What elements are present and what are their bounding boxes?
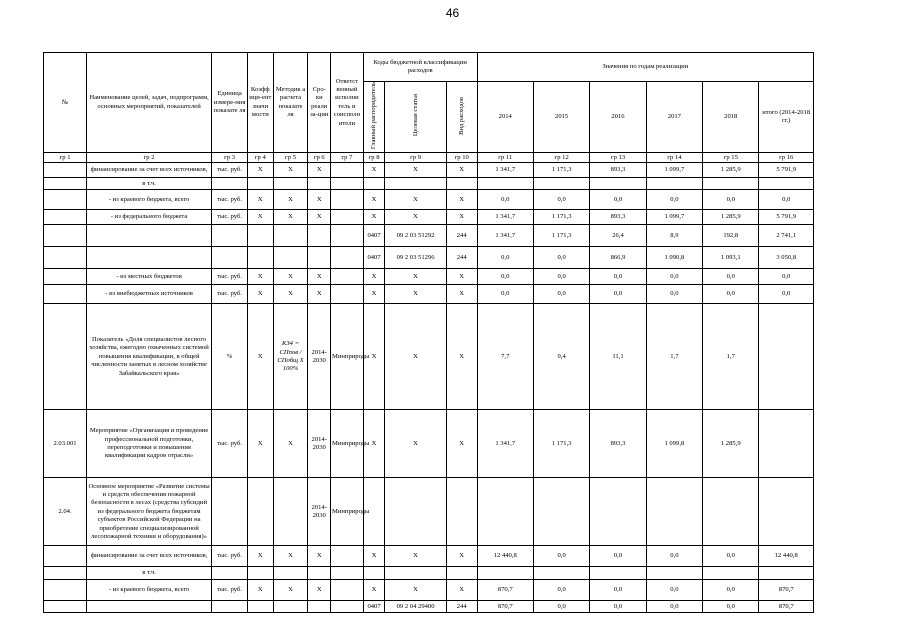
val-2015: 0,0: [533, 247, 589, 269]
row-code-vr: X: [446, 285, 477, 304]
table-row: [44, 567, 814, 580]
row-code-vr: X: [446, 269, 477, 285]
val-2014: [477, 178, 533, 190]
row-unit: [212, 601, 248, 613]
row-name: финансирование за счет всех источников,: [87, 546, 212, 567]
row-resp: [331, 601, 364, 613]
val-2017: 0,0: [646, 580, 702, 601]
val-2016: 0,0: [590, 269, 646, 285]
row-coef: X: [247, 285, 273, 304]
val-2015: 0,0: [533, 580, 589, 601]
row-terms: 2014-2030: [308, 304, 331, 410]
row-code-gr: [363, 567, 385, 580]
val-2017: 1 099,7: [646, 210, 702, 225]
row-num: [44, 546, 87, 567]
row-name: - из краевого бюджета, всего: [87, 190, 212, 210]
row-code-vr: X: [446, 304, 477, 410]
table-row: [44, 285, 814, 304]
row-code-cs: 09 2 03 51296: [385, 247, 447, 269]
val-2016: [590, 478, 646, 546]
val-2017: 1,7: [646, 304, 702, 410]
row-terms: [308, 601, 331, 613]
row-terms: X: [308, 285, 331, 304]
row-name: [87, 225, 212, 247]
row-code-gr: X: [363, 190, 385, 210]
row-unit: тыс. руб.: [212, 580, 248, 601]
header-code-cs: Целевая статья: [385, 82, 447, 153]
val-total: 3 050,8: [759, 247, 814, 269]
row-method: [273, 178, 308, 190]
row-code-gr: X: [363, 163, 385, 178]
row-name: - из внебюджетных источников: [87, 285, 212, 304]
row-num: [44, 210, 87, 225]
column-number: гр 9: [385, 153, 447, 163]
val-total: [759, 478, 814, 546]
row-method: [273, 247, 308, 269]
row-code-vr: [446, 178, 477, 190]
val-2014: [477, 567, 533, 580]
val-2015: 1 171,3: [533, 163, 589, 178]
row-terms: [308, 567, 331, 580]
row-terms: [308, 247, 331, 269]
val-2014: 0,0: [477, 285, 533, 304]
row-code-gr: 0407: [363, 225, 385, 247]
row-coef: X: [247, 410, 273, 478]
val-2018: 0,0: [703, 601, 759, 613]
val-2014: 1 341,7: [477, 210, 533, 225]
row-resp: [331, 247, 364, 269]
val-2015: [533, 178, 589, 190]
row-terms: [308, 178, 331, 190]
row-num: [44, 304, 87, 410]
row-code-vr: 244: [446, 247, 477, 269]
val-2014: 870,7: [477, 580, 533, 601]
row-num: [44, 225, 87, 247]
val-2016: 0,0: [590, 580, 646, 601]
val-2017: 8,9: [646, 225, 702, 247]
row-num: [44, 178, 87, 190]
row-terms: [308, 225, 331, 247]
val-total: [759, 178, 814, 190]
row-code-cs: [385, 567, 447, 580]
row-coef: X: [247, 163, 273, 178]
row-code-gr: X: [363, 285, 385, 304]
table-row: [44, 478, 814, 546]
val-2017: 1 099,8: [646, 410, 702, 478]
val-2016: 11,1: [590, 304, 646, 410]
header-values-by-year: Значения по годам реализации: [477, 53, 813, 82]
val-2014: 1 341,7: [477, 410, 533, 478]
row-code-cs: X: [385, 285, 447, 304]
row-unit: тыс. руб.: [212, 410, 248, 478]
val-2018: 1,7: [703, 304, 759, 410]
val-2018: 0,0: [703, 580, 759, 601]
row-num: [44, 580, 87, 601]
column-number: гр 10: [446, 153, 477, 163]
row-unit: %: [212, 304, 248, 410]
row-coef: X: [247, 546, 273, 567]
val-2016: 0,0: [590, 190, 646, 210]
row-unit: [212, 567, 248, 580]
row-coef: X: [247, 190, 273, 210]
val-total: 870,7: [759, 601, 814, 613]
table-row: [44, 163, 814, 178]
row-code-vr: X: [446, 190, 477, 210]
row-name: [87, 247, 212, 269]
row-unit: тыс. руб.: [212, 163, 248, 178]
row-code-vr: X: [446, 210, 477, 225]
val-2015: 1 171,3: [533, 410, 589, 478]
val-2018: 0,0: [703, 546, 759, 567]
row-code-cs: [385, 178, 447, 190]
val-2015: 0,0: [533, 285, 589, 304]
row-code-gr: X: [363, 580, 385, 601]
val-2018: 1 285,9: [703, 163, 759, 178]
row-code-cs: X: [385, 304, 447, 410]
val-2015: 9,4: [533, 304, 589, 410]
column-number: гр 14: [646, 153, 702, 163]
header-unit: Единица измере-ния показате ля: [212, 53, 248, 153]
row-code-cs: X: [385, 269, 447, 285]
header-responsible: Ответст венный исполни тель и соисполн ители: [331, 53, 364, 153]
row-resp: [331, 567, 364, 580]
row-name: в т.ч.: [87, 567, 212, 580]
column-number: гр 12: [533, 153, 589, 163]
val-2016: 26,4: [590, 225, 646, 247]
val-2018: 0,0: [703, 269, 759, 285]
row-num: [44, 567, 87, 580]
val-2017: 1 099,7: [646, 163, 702, 178]
row-terms: 2014-2030: [308, 410, 331, 478]
header-code-gr: Главный распорядитель: [363, 82, 385, 153]
row-name: финансирование за счет всех источников,: [87, 163, 212, 178]
val-2014: 12 440,8: [477, 546, 533, 567]
header-year-2016: 2016: [590, 82, 646, 153]
column-number-row: [44, 153, 814, 163]
column-number: гр 6: [308, 153, 331, 163]
row-code-cs: X: [385, 210, 447, 225]
row-method: X: [273, 580, 308, 601]
val-total: [759, 567, 814, 580]
table-row: [44, 304, 814, 410]
val-total: [759, 410, 814, 478]
val-2018: 1 285,9: [703, 410, 759, 478]
row-code-cs: X: [385, 163, 447, 178]
val-2014: 0,0: [477, 190, 533, 210]
row-num: 2.04.: [44, 478, 87, 546]
row-coef: X: [247, 269, 273, 285]
val-2018: 0,0: [703, 190, 759, 210]
row-resp: [331, 269, 364, 285]
row-code-cs: [385, 478, 447, 546]
row-coef: [247, 478, 273, 546]
row-code-vr: 244: [446, 225, 477, 247]
table-row: [44, 580, 814, 601]
row-method: X: [273, 269, 308, 285]
row-resp: Минприроды: [331, 304, 364, 410]
row-name: [87, 601, 212, 613]
row-resp: [331, 190, 364, 210]
val-total: 0,0: [759, 190, 814, 210]
row-resp: [331, 580, 364, 601]
row-code-cs: 09 2 04 29400: [385, 601, 447, 613]
header-budget-codes: Коды бюджетной классификации расходов: [363, 53, 477, 82]
val-2014: 870,7: [477, 601, 533, 613]
header-year-2015: 2015: [533, 82, 589, 153]
val-2015: 0,0: [533, 601, 589, 613]
row-terms: X: [308, 190, 331, 210]
val-total: 12 440,8: [759, 546, 814, 567]
val-2017: 0,0: [646, 190, 702, 210]
header-num: №: [44, 53, 87, 153]
column-number: гр 3: [212, 153, 248, 163]
val-2015: 0,0: [533, 269, 589, 285]
row-unit: [212, 247, 248, 269]
row-method: [273, 478, 308, 546]
val-2018: 0,0: [703, 285, 759, 304]
row-name: Показатель «Доля специалистов лесного хозяйства, ежегодно охваченных системой повышения квалификации, в общей численности занятых в лесном хозяйстве Забайкальского края»: [87, 304, 212, 410]
val-2016: 893,3: [590, 410, 646, 478]
column-number: гр 11: [477, 153, 533, 163]
row-name: - из краевого бюджета, всего: [87, 580, 212, 601]
row-terms: X: [308, 580, 331, 601]
program-table: [43, 52, 814, 613]
val-total: [759, 304, 814, 410]
row-code-vr: X: [446, 546, 477, 567]
column-number: гр 7: [331, 153, 364, 163]
row-name: в т.ч.: [87, 178, 212, 190]
table-row: [44, 190, 814, 210]
row-num: [44, 269, 87, 285]
val-2015: 0,0: [533, 190, 589, 210]
row-unit: тыс. руб.: [212, 190, 248, 210]
row-terms: 2014-2030: [308, 478, 331, 546]
row-terms: X: [308, 546, 331, 567]
row-unit: тыс. руб.: [212, 269, 248, 285]
row-coef: X: [247, 580, 273, 601]
val-2016: [590, 567, 646, 580]
header-coef: Коэфф ици-ент значи мости: [247, 53, 273, 153]
val-2018: [703, 567, 759, 580]
row-num: [44, 285, 87, 304]
table-row: [44, 269, 814, 285]
row-method: X: [273, 410, 308, 478]
column-number: гр 16: [759, 153, 814, 163]
row-method: КЗ4 = СПпов / СПобщ X 100%: [273, 304, 308, 410]
header-method: Методик а расчета показате ля: [273, 53, 308, 153]
row-method: X: [273, 546, 308, 567]
header-name: Наименование целей, задач, подпрограмм, основных мероприятий, показателей: [87, 53, 212, 153]
row-code-gr: X: [363, 410, 385, 478]
table-row: [44, 210, 814, 225]
row-code-cs: 09 2 03 51292: [385, 225, 447, 247]
header-year-total: итого (2014-2018 гг.): [759, 82, 814, 153]
row-resp: Минприроды: [331, 478, 364, 546]
row-code-gr: X: [363, 546, 385, 567]
row-coef: [247, 601, 273, 613]
table-row: [44, 601, 814, 613]
val-2016: [590, 178, 646, 190]
val-2018: [703, 178, 759, 190]
row-code-gr: 0407: [363, 247, 385, 269]
row-method: [273, 225, 308, 247]
column-number: гр 1: [44, 153, 87, 163]
row-code-vr: X: [446, 163, 477, 178]
val-total: 5 791,9: [759, 163, 814, 178]
val-2018: [703, 478, 759, 546]
row-method: X: [273, 285, 308, 304]
page-number: 46: [445, 6, 460, 20]
val-2014: 0,0: [477, 247, 533, 269]
row-resp: [331, 163, 364, 178]
header-year-2014: 2014: [477, 82, 533, 153]
row-coef: [247, 567, 273, 580]
column-number: гр 13: [590, 153, 646, 163]
row-name: - из местных бюджетов: [87, 269, 212, 285]
row-resp: Минприроды: [331, 410, 364, 478]
val-2017: [646, 178, 702, 190]
row-resp: [331, 546, 364, 567]
val-2017: 0,0: [646, 546, 702, 567]
val-2014: [477, 478, 533, 546]
val-total: 870,7: [759, 580, 814, 601]
val-2018: 192,8: [703, 225, 759, 247]
val-2015: [533, 567, 589, 580]
table-row: [44, 410, 814, 478]
row-num: 2.03.001: [44, 410, 87, 478]
row-coef: X: [247, 210, 273, 225]
val-2016: 0,0: [590, 285, 646, 304]
val-2016: 893,3: [590, 163, 646, 178]
val-2016: 866,9: [590, 247, 646, 269]
val-2018: 1 285,9: [703, 210, 759, 225]
row-code-cs: X: [385, 546, 447, 567]
row-resp: [331, 285, 364, 304]
row-code-gr: X: [363, 210, 385, 225]
row-code-cs: X: [385, 190, 447, 210]
val-2014: 7,7: [477, 304, 533, 410]
column-number: гр 4: [247, 153, 273, 163]
row-code-vr: [446, 478, 477, 546]
val-2014: 1 341,7: [477, 225, 533, 247]
row-coef: [247, 225, 273, 247]
row-method: [273, 567, 308, 580]
val-2016: 0,0: [590, 601, 646, 613]
val-2017: [646, 567, 702, 580]
table-row: [44, 247, 814, 269]
column-number: гр 2: [87, 153, 212, 163]
row-unit: [212, 178, 248, 190]
row-num: [44, 190, 87, 210]
val-2017: [646, 478, 702, 546]
val-2015: [533, 478, 589, 546]
row-code-cs: X: [385, 410, 447, 478]
row-unit: [212, 225, 248, 247]
val-2017: 1 090,8: [646, 247, 702, 269]
row-resp: [331, 225, 364, 247]
val-2017: 0,0: [646, 601, 702, 613]
header-year-2017: 2017: [646, 82, 702, 153]
row-code-cs: X: [385, 580, 447, 601]
val-2015: 1 171,3: [533, 210, 589, 225]
val-2015: 1 171,3: [533, 225, 589, 247]
val-total: 0,0: [759, 285, 814, 304]
val-2014: 0,0: [477, 269, 533, 285]
row-terms: X: [308, 163, 331, 178]
row-code-vr: X: [446, 410, 477, 478]
row-code-gr: 0407: [363, 601, 385, 613]
row-method: X: [273, 210, 308, 225]
row-code-gr: X: [363, 269, 385, 285]
val-2014: 1 341,7: [477, 163, 533, 178]
row-code-gr: X: [363, 304, 385, 410]
row-coef: [247, 178, 273, 190]
row-name: Мероприятие «Организация и проведение профессиональной подготовки, переподготовки и повышения квалификации кадров отрасли»: [87, 410, 212, 478]
val-2018: 1 093,1: [703, 247, 759, 269]
column-number: гр 15: [703, 153, 759, 163]
row-resp: [331, 210, 364, 225]
row-num: [44, 163, 87, 178]
val-2017: 0,0: [646, 269, 702, 285]
table-row: [44, 546, 814, 567]
val-2016: 0,0: [590, 546, 646, 567]
row-method: X: [273, 190, 308, 210]
row-method: X: [273, 163, 308, 178]
row-code-vr: 244: [446, 601, 477, 613]
header-terms: Сро-ки реали за-ции: [308, 53, 331, 153]
column-number: гр 5: [273, 153, 308, 163]
row-code-gr: [363, 178, 385, 190]
row-unit: тыс. руб.: [212, 285, 248, 304]
row-method: [273, 601, 308, 613]
row-terms: X: [308, 269, 331, 285]
val-total: 2 741,1: [759, 225, 814, 247]
row-unit: тыс. руб.: [212, 546, 248, 567]
val-total: 0,0: [759, 269, 814, 285]
table-row: [44, 225, 814, 247]
table-row: [44, 178, 814, 190]
header-code-vr: Вид расходов: [446, 82, 477, 153]
row-unit: тыс. руб.: [212, 210, 248, 225]
row-name: - из федерального бюджета: [87, 210, 212, 225]
row-coef: X: [247, 304, 273, 410]
header-year-2018: 2018: [703, 82, 759, 153]
row-code-vr: X: [446, 580, 477, 601]
val-2017: 0,0: [646, 285, 702, 304]
column-number: гр 8: [363, 153, 385, 163]
row-name: Основное мероприятие «Развитие системы и средств обеспечения пожарной безопасности в лесах (средства субсидий из федерального бюджета бюджетам субъектов Российской Федерации на приобретение специализированной лесопожарной техники и оборудования)»: [87, 478, 212, 546]
row-code-vr: [446, 567, 477, 580]
row-unit: [212, 478, 248, 546]
val-total: 5 791,9: [759, 210, 814, 225]
val-2016: 893,3: [590, 210, 646, 225]
row-num: [44, 601, 87, 613]
row-num: [44, 247, 87, 269]
val-2015: 0,0: [533, 546, 589, 567]
row-terms: X: [308, 210, 331, 225]
row-coef: [247, 247, 273, 269]
row-resp: [331, 178, 364, 190]
